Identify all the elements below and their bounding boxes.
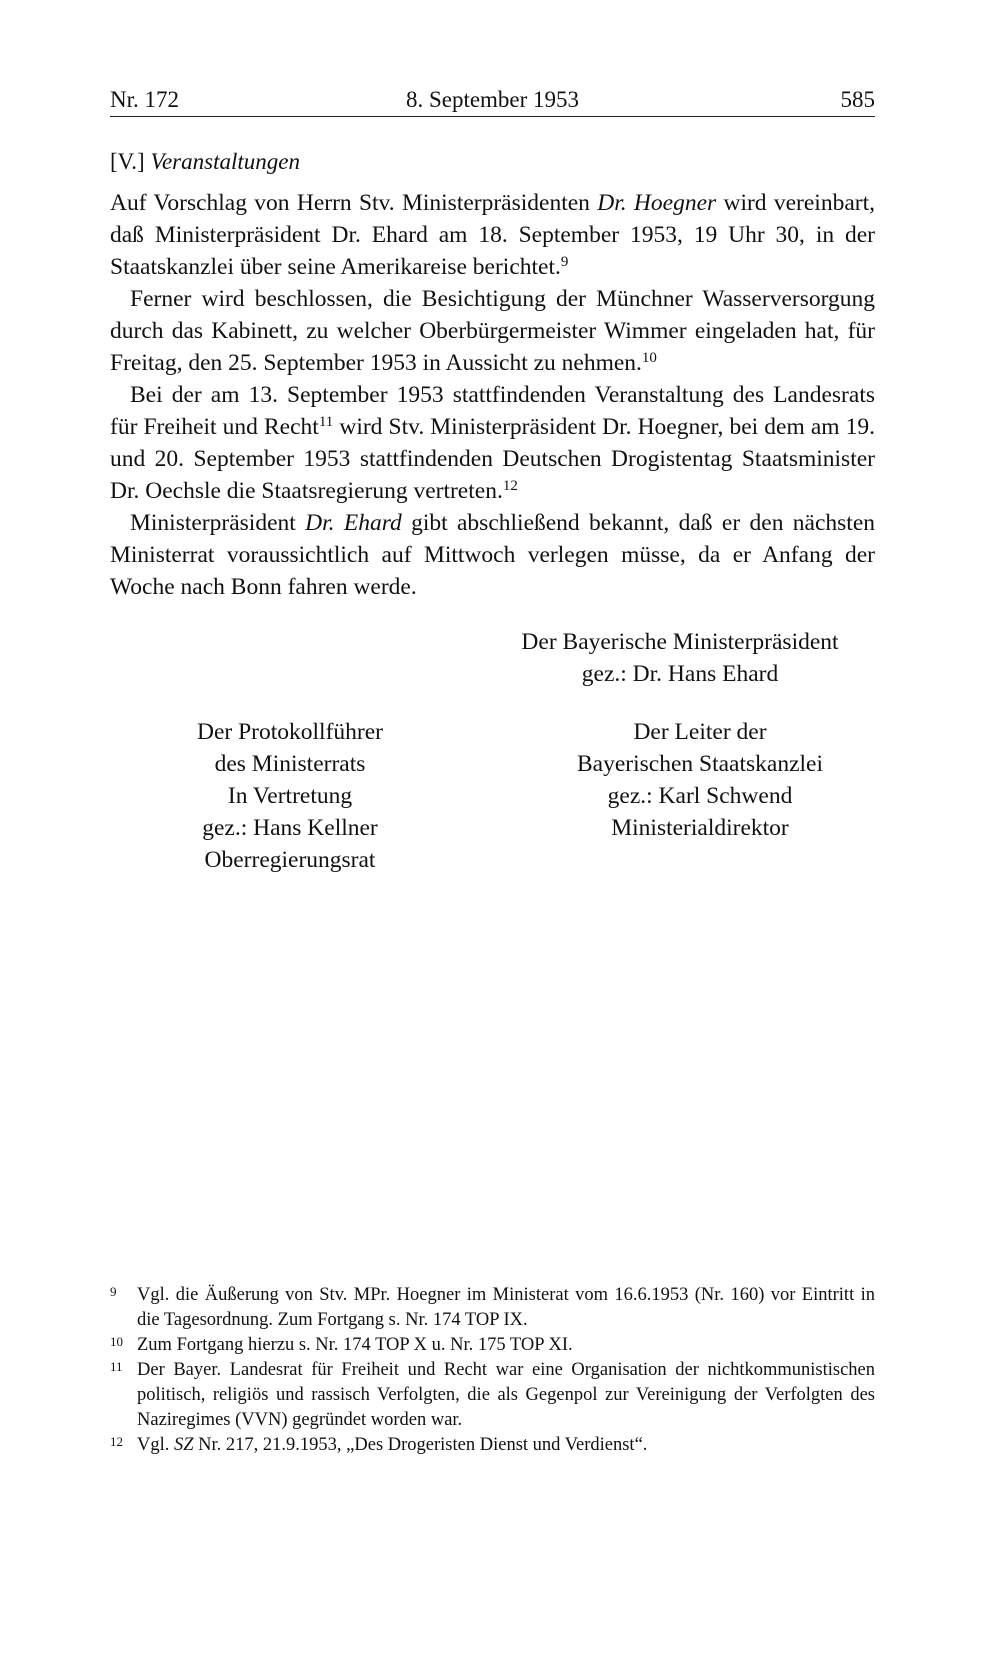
- footnote-number: 11: [110, 1359, 123, 1374]
- body-text: [110, 187, 875, 603]
- signature-line: In Vertretung: [227, 783, 353, 809]
- footnote-11: [110, 1358, 875, 1433]
- header-date: 8. September 1953: [405, 87, 580, 112]
- section-number: [V.]: [110, 149, 145, 174]
- person-name-italic: Dr. Hoegner: [597, 190, 717, 216]
- footnote-text: Der Bayer. Landesrat für Freiheit und Recht war eine Organisation der nichtkommunistischen politisch, religiös und rassisch Verfolgten, die als Gegenpol zur Vereinigung der Verfolgten des Naziregimes (VVN) gegründet worden war.: [137, 1360, 875, 1430]
- footnote-number: 12: [110, 1434, 123, 1449]
- section-heading: [110, 146, 300, 178]
- paragraph-1: [110, 187, 875, 283]
- footnote-text: Vgl.: [137, 1435, 174, 1455]
- footnote-10: [110, 1333, 875, 1358]
- paragraph-text: gibt abschließend bekannt, daß er den nächsten Ministerrat voraussichtlich auf Mittwoch verlegen müsse, da er Anfang der Woche nach Bonn fahren werde.: [110, 510, 875, 600]
- paragraph-3: [110, 379, 875, 507]
- footnote-ref-9[interactable]: 9: [560, 254, 569, 270]
- footnote-ref-11[interactable]: 11: [318, 414, 334, 430]
- footnotes: [110, 1283, 875, 1458]
- footnote-text: Vgl. die Äußerung von Stv. MPr. Hoegner im Ministerat vom 16.6.1953 (Nr. 160) vor Eintritt in die Tagesordnung. Zum Fortgang s. Nr. 174 TOP IX.: [137, 1285, 875, 1330]
- footnote-text: Zum Fortgang hierzu s. Nr. 174 TOP X u. Nr. 175 TOP XI.: [137, 1335, 573, 1355]
- signature-line: Bayerischen Staatskanzlei: [576, 751, 823, 777]
- running-head: [110, 84, 875, 117]
- signature-line: gez.: Dr. Hans Ehard: [581, 661, 779, 687]
- footnote-text: Nr. 217, 21.9.1953, „Des Drogeristen Dienst und Verdienst“.: [193, 1435, 648, 1455]
- paragraph-4: [110, 507, 875, 603]
- paragraph-text: wird Stv. Ministerpräsident Dr. Hoegner, bei dem am 19. und 20. September 1953 stattfindenden Deutschen Drogistentag Staatsminister Dr. Oechsle die Staatsregierung vertreten.: [110, 414, 875, 504]
- signature-line: Ministerialdirektor: [611, 815, 789, 841]
- footnote-ref-10[interactable]: 10: [641, 350, 657, 366]
- paragraph-text: Bei der am 13. September 1953 stattfindenden Veranstaltung des Landesrats für Freiheit und Recht: [110, 382, 875, 440]
- paragraph-text: Ministerpräsident: [130, 510, 306, 536]
- signature-line: des Ministerrats: [214, 751, 366, 777]
- signature-line: Der Protokollführer: [197, 719, 383, 745]
- document-number: Nr. 172: [110, 87, 179, 112]
- paragraph-text: Ferner wird beschlossen, die Besichtigung der Münchner Wasserversorgung durch das Kabinett, zu welcher Oberbürgermeister Wimmer eingeladen hat, für Freitag, den 25. September 1953 in Aussicht zu nehmen.: [110, 286, 875, 376]
- signature-line: Der Leiter der: [633, 719, 767, 745]
- signature-line: gez.: Karl Schwend: [607, 783, 793, 809]
- footnote-12: [110, 1433, 875, 1458]
- paragraph-text: Auf Vorschlag von Herrn Stv. Ministerpräsidenten: [110, 190, 598, 216]
- signature-line: Oberregierungsrat: [204, 847, 376, 873]
- paragraph-2: [110, 283, 875, 379]
- footnote-number: 10: [110, 1334, 123, 1349]
- signature-line: gez.: Hans Kellner: [202, 815, 378, 841]
- document-page: [110, 0, 875, 1666]
- footnote-9: [110, 1283, 875, 1333]
- person-name-italic: Dr. Ehard: [305, 510, 402, 536]
- signature-protocol-keeper: [150, 716, 430, 876]
- signature-line: Der Bayerische Ministerpräsident: [521, 629, 839, 655]
- footnote-number: 9: [110, 1284, 117, 1299]
- paragraph-text: wird vereinbart, daß Ministerpräsident Dr. Ehard am 18. September 1953, 19 Uhr 30, in der Staatskanzlei über seine Amerikareise berichtet.: [110, 190, 875, 280]
- signature-chancellery-head: [550, 716, 850, 844]
- page-number: 585: [840, 87, 875, 112]
- signature-minister-president: [480, 626, 880, 690]
- section-title: Veranstaltungen: [150, 149, 300, 174]
- footnote-text-italic: SZ: [174, 1435, 194, 1455]
- footnote-ref-12[interactable]: 12: [502, 478, 518, 494]
